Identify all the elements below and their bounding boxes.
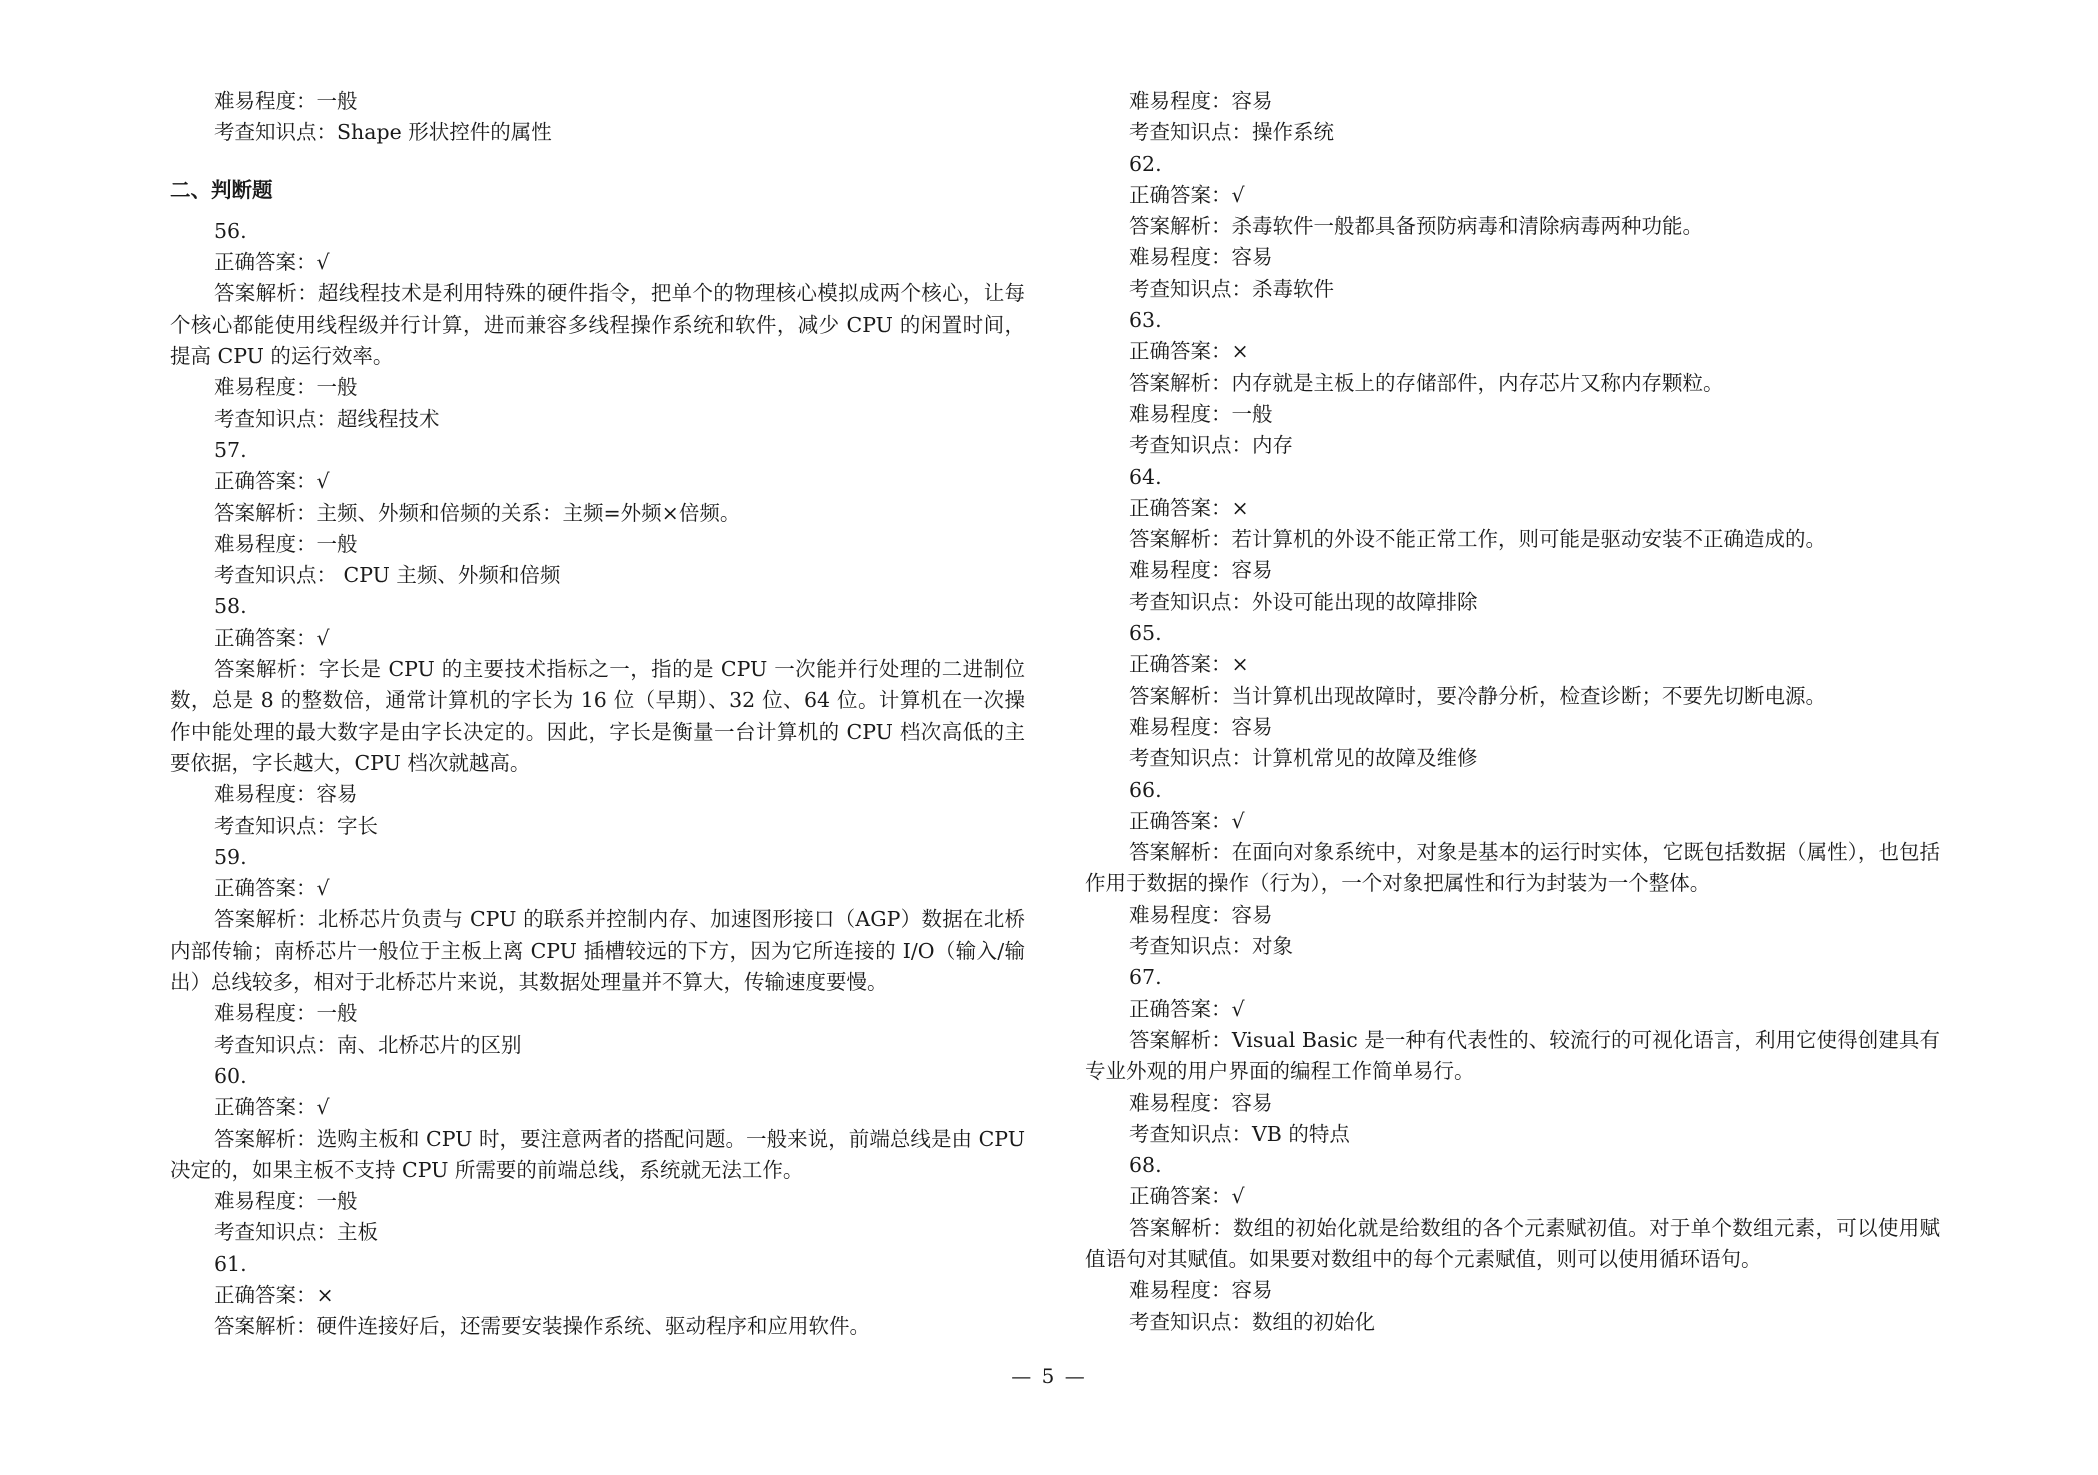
analysis-paragraph [1085, 1025, 1940, 1088]
answer-line-label: 正确答案： [214, 1095, 317, 1120]
difficulty-line-value: 容易 [1231, 902, 1273, 927]
answer-line-value: √ [1231, 182, 1245, 207]
difficulty-line-label: 难易程度： [1129, 1278, 1232, 1303]
difficulty-line-value: 容易 [1231, 245, 1273, 270]
answer-line [170, 1280, 1025, 1311]
analysis-paragraph-value: 硬件连接好后，还需要安装操作系统、驱动程序和应用软件。 [316, 1314, 870, 1339]
topic-line-value: 超线程技术 [337, 406, 440, 431]
difficulty-line-label: 难易程度： [1129, 714, 1232, 739]
answer-line-label: 正确答案： [214, 876, 317, 901]
analysis-paragraph-value: 杀毒软件一般都具备预防病毒和清除病毒两种功能。 [1231, 214, 1703, 239]
topic-line-value: 对象 [1252, 934, 1293, 959]
analysis-paragraph-value: 选购主板和 CPU 时，要注意两者的搭配问题。一般来说，前端总线是由 CPU 决定的，如果主板不支持 CPU 所需要的前端总线，系统就无法工作。 [170, 1126, 1026, 1182]
analysis-paragraph [170, 1311, 1025, 1342]
topic-line-value: 内存 [1252, 433, 1293, 458]
topic-line-value: 操作系统 [1252, 120, 1334, 145]
answer-line-value: √ [316, 625, 330, 650]
difficulty-line-label: 难易程度： [1129, 558, 1232, 583]
question-item [170, 842, 1025, 1061]
question-number [1085, 962, 1940, 993]
difficulty-line-value: 容易 [1231, 89, 1273, 113]
answer-line-value: × [1231, 339, 1249, 364]
analysis-paragraph [170, 654, 1025, 779]
answer-line-label: 正确答案： [1129, 1184, 1232, 1209]
answer-line [170, 247, 1025, 278]
answer-line-value: √ [316, 1095, 330, 1120]
question-number [170, 1061, 1025, 1092]
analysis-paragraph-value: 在面向对象系统中，对象是基本的运行时实体，它既包括数据（属性），也包括作用于数据的操作（行为），一个对象把属性和行为封装为一个整体。 [1085, 840, 1941, 896]
question-item [1085, 1150, 1940, 1338]
question-number-value: 59. [214, 844, 247, 869]
question-number-value: 64. [1129, 464, 1162, 489]
topic-line-value: 杀毒软件 [1252, 276, 1334, 301]
analysis-paragraph [1085, 1213, 1940, 1276]
difficulty-line-label: 难易程度： [214, 1189, 317, 1214]
difficulty-line [170, 1186, 1025, 1217]
question-number-value: 63. [1129, 308, 1162, 333]
right-column [1085, 86, 1940, 1338]
analysis-paragraph-value: 当计算机出现故障时，要冷静分析，检查诊断；不要先切断电源。 [1231, 683, 1826, 708]
difficulty-line-label: 难易程度： [214, 375, 317, 400]
analysis-paragraph-value: 字长是 CPU 的主要技术指标之一，指的是 CPU 一次能并行处理的二进制位数，总是 8 的整数倍，通常计算机的字长为 16 位（早期）、32 位、64 位。计算机在一次操作中能处理的最大数字是由字长决定的。因此，字长是衡量一台计算机的 CPU 档次高低的主要依据，字长越大，CPU 档次就越高。 [170, 657, 1026, 775]
answer-line-label: 正确答案： [1129, 652, 1232, 677]
question-number [1085, 149, 1940, 180]
topic-line-value: 字长 [337, 813, 378, 838]
topic-line-value: 计算机常见的故障及维修 [1252, 746, 1478, 771]
analysis-paragraph [170, 904, 1025, 998]
question-item [1085, 305, 1940, 461]
question-item [1085, 775, 1940, 963]
topic-line [1085, 117, 1940, 148]
difficulty-line-label: 难易程度： [1129, 89, 1232, 113]
topic-line [1085, 587, 1940, 618]
topic-line [170, 1217, 1025, 1248]
answer-line [1085, 1181, 1940, 1212]
topic-line-label: 考查知识点： [214, 1220, 337, 1245]
analysis-paragraph-label: 答案解析： [1129, 1027, 1232, 1052]
question-number-value: 65. [1129, 621, 1162, 646]
topic-line-value: CPU 主频、外频和倍频 [337, 563, 561, 588]
answer-line-label: 正确答案： [1129, 808, 1232, 833]
topic-line [1085, 274, 1940, 305]
question-item [1085, 462, 1940, 618]
question-item [1085, 149, 1940, 305]
answer-line [1085, 336, 1940, 367]
analysis-paragraph-label: 答案解析： [1129, 370, 1232, 395]
analysis-paragraph [1085, 211, 1940, 242]
analysis-paragraph-value: 北桥芯片负责与 CPU 的联系并控制内存、加速图形接口（AGP）数据在北桥内部传输；南桥芯片一般位于主板上离 CPU 插槽较远的下方，因为它所连接的 I/O（输入/输出）总线较多，相对于北桥芯片来说，其数据处理量并不算大，传输速度要慢。 [170, 907, 1026, 995]
question-number-value: 58. [214, 594, 247, 619]
difficulty-line-label: 难易程度： [1129, 245, 1232, 270]
difficulty-line [1085, 555, 1940, 586]
difficulty-line-value: 一般 [316, 1001, 358, 1026]
analysis-paragraph [1085, 837, 1940, 900]
answer-line-label: 正确答案： [214, 625, 317, 650]
analysis-paragraph-value: 内存就是主板上的存储部件，内存芯片又称内存颗粒。 [1231, 370, 1724, 395]
difficulty-line [1085, 399, 1940, 430]
difficulty-line-value: 容易 [1231, 1090, 1273, 1115]
topic-line-value: 南、北桥芯片的区别 [337, 1032, 522, 1057]
difficulty-line-label: 难易程度： [1129, 1090, 1232, 1115]
question-number [1085, 305, 1940, 336]
analysis-paragraph-label: 答案解析： [214, 657, 319, 682]
question-number [170, 842, 1025, 873]
answer-line-label: 正确答案： [1129, 495, 1232, 520]
difficulty-line-label: 难易程度： [1129, 902, 1232, 927]
difficulty-line-value: 一般 [1231, 401, 1273, 426]
difficulty-line-value: 容易 [1231, 714, 1273, 739]
analysis-paragraph-value: 数组的初始化就是给数组的各个元素赋初值。对于单个数组元素，可以使用赋值语句对其赋值。如果要对数组中的每个元素赋值，则可以使用循环语句。 [1085, 1215, 1941, 1271]
topic-line [1085, 1307, 1940, 1338]
analysis-paragraph-label: 答案解析： [1129, 527, 1232, 552]
difficulty-line-value: 一般 [316, 1189, 358, 1214]
topic-line [170, 404, 1025, 435]
difficulty-line-label: 难易程度： [1129, 401, 1232, 426]
question-number-value: 57. [214, 437, 247, 462]
answer-line [170, 623, 1025, 654]
topic-line [170, 1030, 1025, 1061]
question-number-value: 61. [214, 1251, 247, 1276]
answer-line-value: × [1231, 495, 1249, 520]
difficulty-line [170, 372, 1025, 403]
answer-line [1085, 180, 1940, 211]
question-number-value: 62. [1129, 151, 1162, 176]
difficulty-line-value: 一般 [316, 375, 358, 400]
difficulty-line-label: 难易程度： [214, 531, 317, 556]
analysis-paragraph-label: 答案解析： [1129, 840, 1232, 865]
answer-line [170, 873, 1025, 904]
difficulty-line [170, 779, 1025, 810]
topic-line-label: 考查知识点： [1129, 746, 1252, 771]
difficulty-line [1085, 242, 1940, 273]
answer-line-label: 正确答案： [1129, 339, 1232, 364]
answer-line-value: √ [316, 876, 330, 901]
question-item [170, 1249, 1025, 1343]
difficulty-line-value: 一般 [316, 89, 358, 113]
analysis-paragraph [170, 278, 1025, 372]
answer-line-label: 正确答案： [1129, 182, 1232, 207]
difficulty-line [1085, 712, 1940, 743]
question-item [1085, 618, 1940, 774]
question-number-value: 66. [1129, 777, 1162, 802]
analysis-paragraph [170, 1124, 1025, 1187]
analysis-paragraph-label: 答案解析： [214, 1314, 317, 1339]
analysis-paragraph-label: 答案解析： [214, 281, 319, 306]
question-number [1085, 1150, 1940, 1181]
analysis-paragraph [170, 498, 1025, 529]
question-number [170, 1249, 1025, 1280]
question-item [1085, 962, 1940, 1150]
question-number [1085, 775, 1940, 806]
answer-line-label: 正确答案： [214, 250, 317, 275]
topic-line-label: 考查知识点： [214, 120, 337, 145]
left-column [170, 86, 1025, 1343]
answer-line [170, 1092, 1025, 1123]
answer-line [1085, 806, 1940, 837]
difficulty-line-value: 一般 [316, 531, 358, 556]
topic-line [1085, 1119, 1940, 1150]
difficulty-line [1085, 1088, 1940, 1119]
answer-line [1085, 493, 1940, 524]
topic-line-value: VB 的特点 [1252, 1121, 1350, 1146]
question-item [170, 216, 1025, 435]
analysis-paragraph-value: 主频、外频和倍频的关系：主频=外频×倍频。 [316, 500, 741, 525]
analysis-paragraph-label: 答案解析： [214, 1126, 317, 1151]
difficulty-line-label: 难易程度： [214, 782, 317, 807]
answer-line-label: 正确答案： [214, 1282, 317, 1307]
answer-line-label: 正确答案： [214, 469, 317, 494]
topic-line [1085, 430, 1940, 461]
analysis-paragraph-label: 答案解析： [1129, 683, 1232, 708]
difficulty-line [170, 998, 1025, 1029]
question-item [170, 1061, 1025, 1249]
topic-line-label: 考查知识点： [1129, 934, 1252, 959]
page-number: — 5 — [1011, 1364, 1087, 1388]
question-item [170, 435, 1025, 591]
answer-line-value: √ [316, 469, 330, 494]
analysis-paragraph-label: 答案解析： [1129, 1215, 1234, 1240]
question-number-value: 68. [1129, 1153, 1162, 1178]
difficulty-line-label: 难易程度： [214, 89, 317, 113]
topic-line-label: 考查知识点： [1129, 433, 1252, 458]
difficulty-line [1085, 86, 1940, 117]
question-number-value: 67. [1129, 965, 1162, 990]
topic-line-label: 考查知识点： [214, 406, 337, 431]
question-number [170, 216, 1025, 247]
analysis-paragraph-value: 若计算机的外设不能正常工作，则可能是驱动安装不正确造成的。 [1231, 527, 1826, 552]
question-number [1085, 618, 1940, 649]
answer-line-value: √ [1231, 1184, 1245, 1209]
answer-line-value: × [316, 1282, 334, 1307]
analysis-paragraph [1085, 524, 1940, 555]
section-title: 二、判断题 [170, 177, 273, 202]
analysis-paragraph-label: 答案解析： [214, 500, 317, 525]
topic-line [1085, 743, 1940, 774]
analysis-paragraph-value: Visual Basic 是一种有代表性的、较流行的可视化语言，利用它使得创建具有专业外观的用户界面的编程工作简单易行。 [1085, 1027, 1940, 1084]
difficulty-line [1085, 900, 1940, 931]
difficulty-line-value: 容易 [316, 782, 358, 807]
question-number [170, 591, 1025, 622]
question-item [170, 591, 1025, 841]
topic-line-value: 外设可能出现的故障排除 [1252, 589, 1478, 614]
difficulty-line-value: 容易 [1231, 1278, 1273, 1303]
topic-line-label: 考查知识点： [214, 1032, 337, 1057]
question-number [170, 435, 1025, 466]
answer-line-value: √ [1231, 996, 1245, 1021]
topic-line-label: 考查知识点： [1129, 1121, 1252, 1146]
difficulty-line [1085, 1275, 1940, 1306]
topic-line-value: 数组的初始化 [1252, 1309, 1375, 1334]
question-number [1085, 462, 1940, 493]
answer-line-value: × [1231, 652, 1249, 677]
answer-line [1085, 649, 1940, 680]
topic-line-label: 考查知识点： [1129, 276, 1252, 301]
topic-line [170, 811, 1025, 842]
question-number-value: 56. [214, 218, 247, 243]
analysis-paragraph-value: 超线程技术是利用特殊的硬件指令，把单个的物理核心模拟成两个核心，让每个核心都能使用线程级并行计算，进而兼容多线程操作系统和软件，减少 CPU 的闲置时间，提高 CPU 的运行效率。 [170, 281, 1026, 369]
difficulty-line-value: 容易 [1231, 558, 1273, 583]
topic-line-label: 考查知识点： [1129, 1309, 1252, 1334]
topic-line-label: 考查知识点： [214, 813, 337, 838]
topic-line-label: 考查知识点： [214, 563, 337, 588]
answer-line [1085, 994, 1940, 1025]
topic-line-label: 考查知识点： [1129, 589, 1252, 614]
answer-line-label: 正确答案： [1129, 996, 1232, 1021]
analysis-paragraph [1085, 681, 1940, 712]
analysis-paragraph [1085, 368, 1940, 399]
difficulty-line [170, 86, 1025, 117]
answer-line-value: √ [316, 250, 330, 275]
topic-line-label: 考查知识点： [1129, 120, 1252, 145]
difficulty-line-label: 难易程度： [214, 1001, 317, 1026]
topic-line-value: 主板 [337, 1220, 378, 1245]
question-number-value: 60. [214, 1063, 247, 1088]
analysis-paragraph-label: 答案解析： [1129, 214, 1232, 239]
topic-line [170, 560, 1025, 591]
answer-line-value: √ [1231, 808, 1245, 833]
topic-line [1085, 931, 1940, 962]
topic-line-value: Shape 形状控件的属性 [337, 120, 552, 145]
topic-line [170, 117, 1025, 148]
analysis-paragraph-label: 答案解析： [214, 907, 318, 932]
difficulty-line [170, 529, 1025, 560]
answer-line [170, 466, 1025, 497]
